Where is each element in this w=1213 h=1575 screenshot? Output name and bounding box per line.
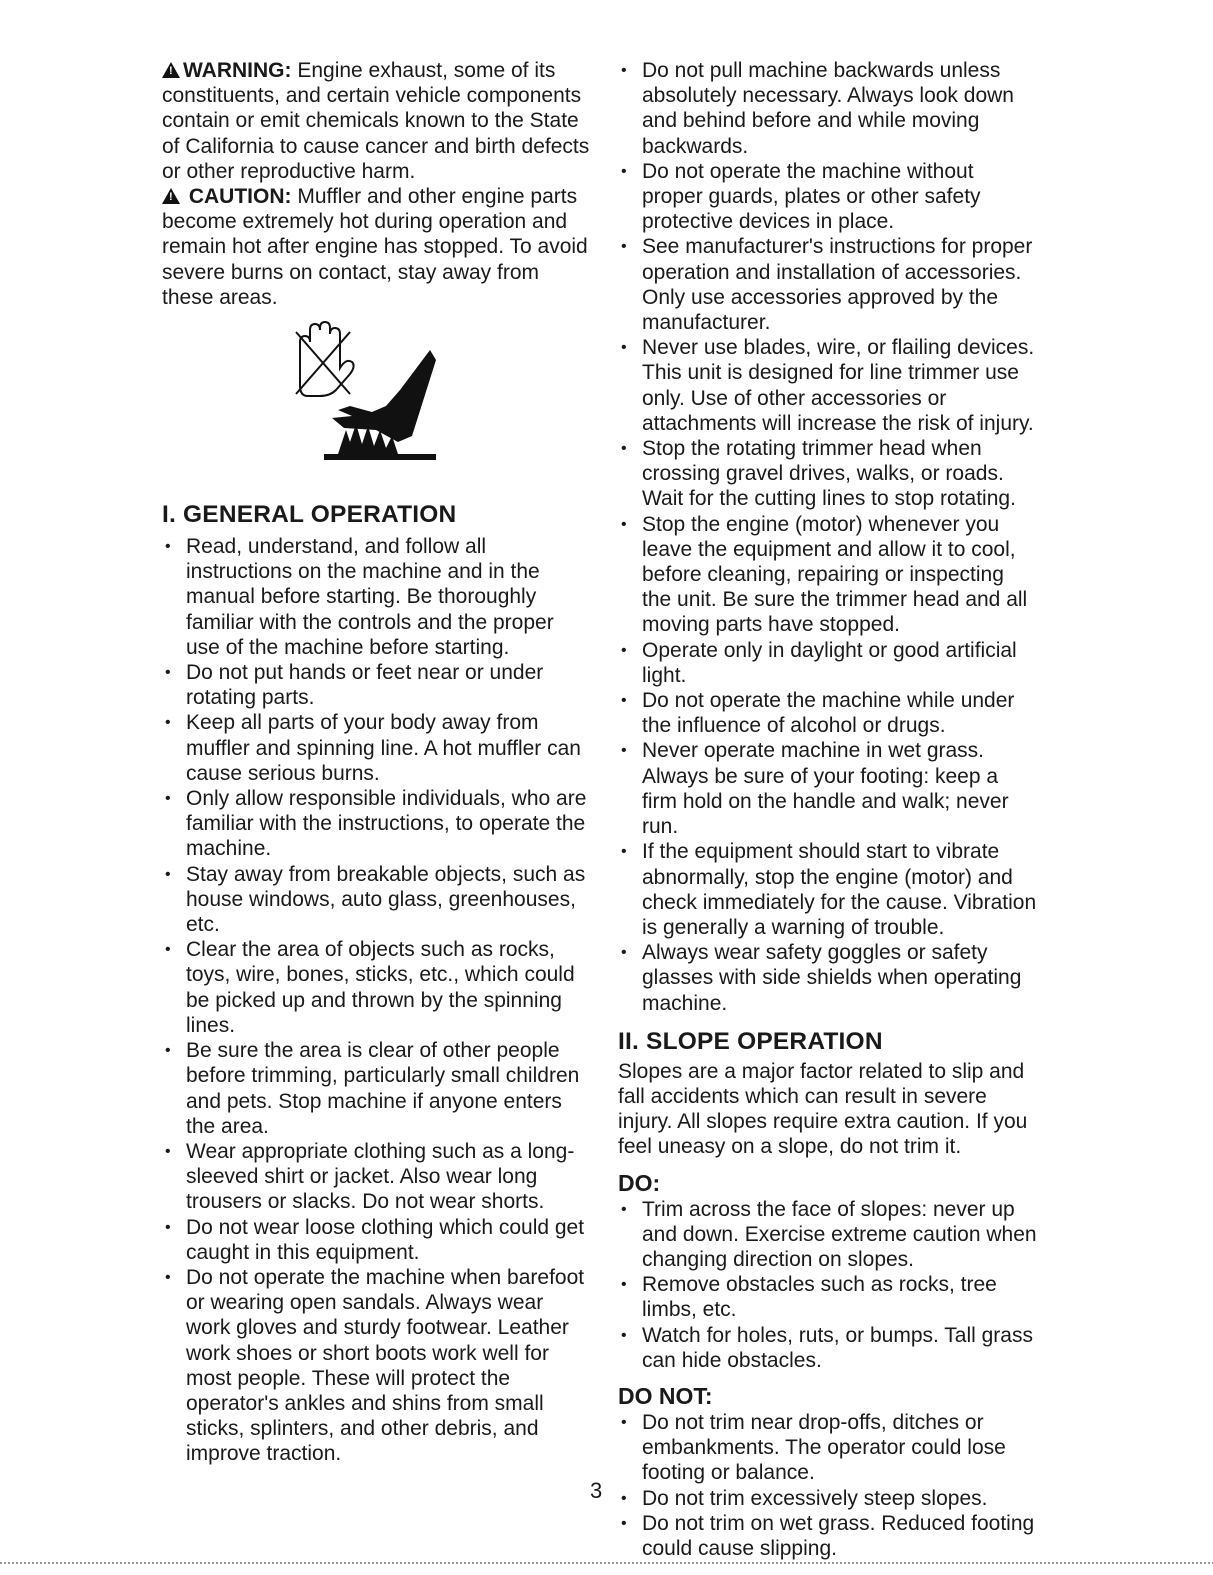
warning-text: Engine exhaust, some of its constituents, and certain vehicle components contain or emit chemicals known to the State of California to cause cancer and birth defects or other reproductive harm. bbox=[162, 59, 590, 183]
list-item: • Only allow responsible individuals, who are familiar with the instructions, to operate the machine. bbox=[162, 786, 592, 862]
list-item: • Do not trim near drop-offs, ditches or embankments. The operator could lose footing or balance. bbox=[618, 1410, 1038, 1486]
do-heading: DO: bbox=[618, 1169, 661, 1196]
caution-triangle-icon bbox=[162, 188, 180, 204]
list-item: • Do not wear loose clothing which could get caught in this equipment. bbox=[162, 1215, 592, 1265]
list-item: • Never operate machine in wet grass. Always be sure of your footing: keep a firm hold on the handle and walk; never run. bbox=[618, 738, 1038, 839]
bottom-scan-border bbox=[0, 1562, 1213, 1564]
warning-label-group bbox=[162, 59, 292, 82]
list-item: • Trim across the face of slopes: never up and down. Exercise extreme caution when changing direction on slopes. bbox=[618, 1197, 1038, 1273]
list-item: • Do not trim on wet grass. Reduced footing could cause slipping. bbox=[618, 1511, 1038, 1561]
list-item: • Do not pull machine backwards unless absolutely necessary. Always look down and behind before and while moving backwards. bbox=[618, 58, 1038, 159]
list-item: • Clear the area of objects such as rocks, toys, wire, bones, sticks, etc., which could be picked up and thrown by the spinning lines. bbox=[162, 937, 592, 1038]
general-operation-continued-list bbox=[618, 58, 1038, 1016]
list-item: • Remove obstacles such as rocks, tree limbs, etc. bbox=[618, 1272, 1038, 1322]
caution-text: Muffler and other engine parts become extremely hot during operation and remain hot after engine has stopped. To avoid severe burns on contact, stay away from these areas. bbox=[162, 185, 588, 309]
warning-paragraph bbox=[162, 58, 592, 184]
general-operation-list bbox=[162, 534, 592, 1467]
warning-label: WARNING: bbox=[183, 59, 292, 82]
section-heading-slope-operation: II. SLOPE OPERATION bbox=[618, 1027, 883, 1055]
left-column bbox=[162, 58, 592, 1467]
list-item: • Keep all parts of your body away from muffler and spinning line. A hot muffler can cause serious burns. bbox=[162, 710, 592, 786]
list-item: • Operate only in daylight or good artificial light. bbox=[618, 638, 1038, 688]
caution-paragraph bbox=[162, 184, 592, 310]
list-item: • Do not operate the machine without proper guards, plates or other safety protective devices in place. bbox=[618, 159, 1038, 235]
list-item: • Stay away from breakable objects, such as house windows, auto glass, greenhouses, etc. bbox=[162, 862, 592, 938]
caution-label: CAUTION: bbox=[188, 185, 292, 209]
list-item: • Never use blades, wire, or flailing devices. This unit is designed for line trimmer use only. Use of other accessories or attachments will increase the risk of injury. bbox=[618, 335, 1038, 436]
page-number: 3 bbox=[590, 1478, 603, 1503]
list-item: • Do not operate the machine when barefoot or wearing open sandals. Always wear work gloves and sturdy footwear. Leather work shoes or short boots work well for most people. These will protect the operator's ankles and shins from small sticks, splinters, and other debris, and improve traction. bbox=[162, 1265, 592, 1467]
list-item: • Be sure the area is clear of other people before trimming, particularly small children and pets. Stop machine if anyone enters the area. bbox=[162, 1038, 592, 1139]
warning-triangle-icon bbox=[162, 62, 180, 78]
list-item: • Watch for holes, ruts, or bumps. Tall grass can hide obstacles. bbox=[618, 1323, 1038, 1373]
do-list bbox=[618, 1197, 1038, 1373]
do-not-heading: DO NOT: bbox=[618, 1382, 713, 1409]
list-item: • Always wear safety goggles or safety glasses with side shields when operating machine. bbox=[618, 940, 1038, 1016]
right-column bbox=[618, 58, 1038, 1561]
list-item: • Do not trim excessively steep slopes. bbox=[618, 1486, 1038, 1511]
list-item: • Wear appropriate clothing such as a long-sleeved shirt or jacket. Also wear long trousers or slacks. Do not wear shorts. bbox=[162, 1139, 592, 1215]
list-item: • If the equipment should start to vibrate abnormally, stop the engine (motor) and check immediately for the cause. Vibration is generally a warning of trouble. bbox=[618, 839, 1038, 940]
list-item: • Do not put hands or feet near or under rotating parts. bbox=[162, 660, 592, 710]
list-item: • Read, understand, and follow all instructions on the machine and in the manual before starting. Be thoroughly familiar with the controls and the proper use of the machine before starting. bbox=[162, 534, 592, 660]
list-item: • See manufacturer's instructions for proper operation and installation of accessories. Only use accessories approved by the manufacturer. bbox=[618, 234, 1038, 335]
caution-label-group bbox=[162, 185, 292, 208]
list-item: • Stop the rotating trimmer head when crossing gravel drives, walks, or roads. Wait for the cutting lines to stop rotating. bbox=[618, 436, 1038, 512]
list-item: • Do not operate the machine while under the influence of alcohol or drugs. bbox=[618, 688, 1038, 738]
slope-intro: Slopes are a major factor related to slip and fall accidents which can result in severe injury. All slopes require extra caution. If you feel uneasy on a slope, do not trim it. bbox=[618, 1059, 1028, 1159]
hot-surface-hand-icon bbox=[280, 320, 440, 470]
section-heading-general-operation: I. GENERAL OPERATION bbox=[162, 501, 457, 529]
do-not-list bbox=[618, 1410, 1038, 1561]
list-item: • Stop the engine (motor) whenever you leave the equipment and allow it to cool, before cleaning, repairing or inspecting the unit. Be sure the trimmer head and all moving parts have stopped. bbox=[618, 512, 1038, 638]
